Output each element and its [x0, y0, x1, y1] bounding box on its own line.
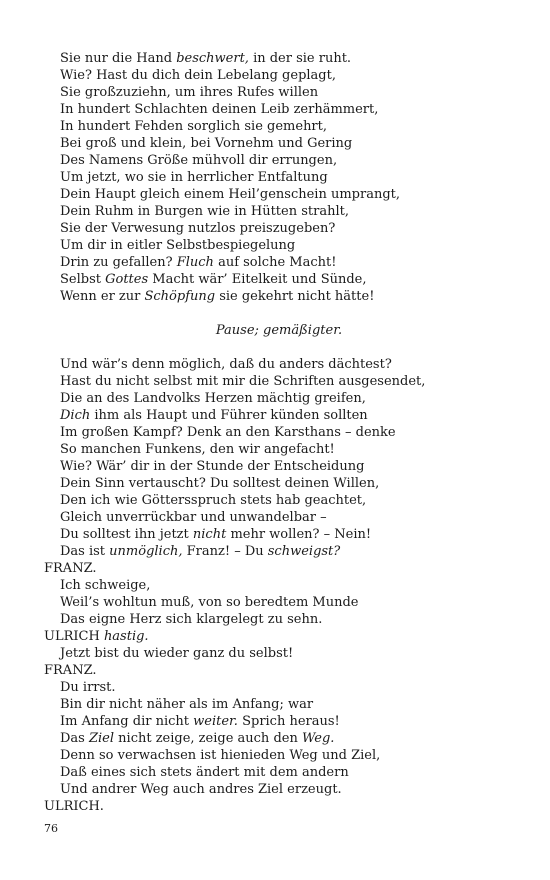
emphasis-text: Pause; gemäßigter. [215, 323, 343, 338]
line-text: Selbst [60, 272, 106, 287]
verse-line [44, 696, 514, 713]
verse-text-block [44, 50, 514, 815]
line-text: Denn so verwachsen ist hienieden Weg und Ziel, [60, 748, 381, 763]
line-text: Im Anfang dir nicht [60, 714, 194, 729]
verse-line [44, 645, 514, 662]
line-text: Wie? Wär’ dir in der Stunde der Entscheidung [60, 459, 365, 474]
verse-line [44, 458, 514, 475]
line-text: Bin dir nicht näher als im Anfang; war [60, 697, 314, 712]
line-text: Sie nur die Hand [60, 51, 177, 66]
verse-line [44, 747, 514, 764]
page-number: 76 [44, 822, 58, 835]
emphasis-text: Gottes [105, 272, 149, 287]
line-text: Um jetzt, wo sie in herrlicher Entfaltung [60, 170, 328, 185]
line-text: Jetzt bist du wieder ganz du selbst! [60, 646, 294, 661]
line-text: sie gekehrt nicht hätte! [215, 289, 375, 304]
verse-line [44, 781, 514, 798]
verse-line [44, 543, 514, 560]
verse-line [44, 220, 514, 237]
line-text: Bei groß und klein, bei Vornehm und Gering [60, 136, 353, 151]
verse-line [44, 50, 514, 67]
speaker-name [44, 560, 514, 577]
verse-line [44, 186, 514, 203]
line-text: Wenn er zur [60, 289, 145, 304]
verse-line [44, 492, 514, 509]
line-text: in der sie ruht. [248, 51, 352, 66]
line-text: mehr wollen? – Nein! [226, 527, 372, 542]
line-text: Das ist [60, 544, 110, 559]
emphasis-text: Schöpfung [144, 289, 216, 304]
verse-line [44, 713, 514, 730]
line-text: Ich schweige, [60, 578, 151, 593]
line-text: Dein Ruhm in Burgen wie in Hütten strahlt, [60, 204, 349, 219]
line-text: Gleich unverrückbar und unwandelbar – [60, 510, 327, 525]
line-text: ihm als Haupt und Führer künden sollten [90, 408, 368, 423]
line-text: FRANZ. [44, 663, 97, 678]
verse-line [44, 254, 514, 271]
verse-line [44, 356, 514, 373]
verse-line [44, 203, 514, 220]
verse-line [44, 526, 514, 543]
verse-line [44, 594, 514, 611]
line-text: ULRICH [44, 629, 104, 644]
line-text: Du solltest ihn jetzt [60, 527, 193, 542]
verse-line [44, 475, 514, 492]
emphasis-text: Dich [60, 408, 91, 423]
line-text: Und andrer Weg auch andres Ziel erzeugt. [60, 782, 342, 797]
line-text: Du irrst. [60, 680, 116, 695]
line-text: Daß eines sich stets ändert mit dem andern [60, 765, 349, 780]
verse-line [44, 67, 514, 84]
emphasis-text: hastig. [103, 629, 149, 644]
verse-line [44, 424, 514, 441]
verse-line [44, 169, 514, 186]
verse-line [44, 611, 514, 628]
line-text: Das [60, 731, 89, 746]
line-text: FRANZ. [44, 561, 97, 576]
line-text: Macht wär’ Eitelkeit und Sünde, [148, 272, 367, 287]
speaker-name [44, 628, 514, 645]
emphasis-text: weiter. [193, 714, 238, 729]
verse-line [44, 288, 514, 305]
verse-line [44, 764, 514, 781]
line-text: Sie der Verwesung nutzlos preiszugeben? [60, 221, 336, 236]
verse-line [44, 152, 514, 169]
speaker-name [44, 798, 514, 815]
stage-direction [44, 322, 514, 339]
emphasis-text: Fluch [176, 255, 214, 270]
verse-line [44, 730, 514, 747]
line-text: Weil’s wohltun muß, von so beredtem Munde [60, 595, 359, 610]
line-text: In hundert Schlachten deinen Leib zerhämmert, [60, 102, 379, 117]
emphasis-text: beschwert, [176, 51, 249, 66]
line-text: Sprich heraus! [237, 714, 340, 729]
verse-line [44, 441, 514, 458]
verse-line [44, 679, 514, 696]
verse-line [44, 237, 514, 254]
line-text: Sie großzuziehn, um ihres Rufes willen [60, 85, 319, 100]
line-text: nicht zeige, zeige auch den [114, 731, 302, 746]
line-text: Franz! – Du [182, 544, 268, 559]
line-text: Im großen Kampf? Denk an den Karsthans – denke [60, 425, 396, 440]
line-text: So manchen Funkens, den wir angefacht! [60, 442, 335, 457]
line-text: Des Namens Größe mühvoll dir errungen, [60, 153, 338, 168]
line-text: Dein Sinn vertauscht? Du solltest deinen Willen, [60, 476, 380, 491]
line-text: Hast du nicht selbst mit mir die Schriften ausgesendet, [60, 374, 426, 389]
emphasis-text: schweigst? [267, 544, 341, 559]
verse-line [44, 118, 514, 135]
verse-line [44, 135, 514, 152]
verse-line [44, 373, 514, 390]
emphasis-text: Weg. [301, 731, 335, 746]
line-text: ULRICH. [44, 799, 104, 814]
line-text: Und wär’s denn möglich, daß du anders dächtest? [60, 357, 392, 372]
stanza-gap [44, 339, 514, 356]
line-text: Drin zu gefallen? [60, 255, 177, 270]
line-text: Die an des Landvolks Herzen mächtig greifen, [60, 391, 366, 406]
line-text: Den ich wie Göttersspruch stets hab geachtet, [60, 493, 367, 508]
line-text: Wie? Hast du dich dein Lebelang geplagt, [60, 68, 336, 83]
line-text: Dein Haupt gleich einem Heil’genschein umprangt, [60, 187, 400, 202]
emphasis-text: nicht [192, 527, 227, 542]
verse-line [44, 101, 514, 118]
emphasis-text: Ziel [88, 731, 115, 746]
line-text: auf solche Macht! [213, 255, 337, 270]
verse-line [44, 84, 514, 101]
line-text: Um dir in eitler Selbstbespiegelung [60, 238, 296, 253]
verse-line [44, 390, 514, 407]
speaker-name [44, 662, 514, 679]
verse-line [44, 407, 514, 424]
line-text: In hundert Fehden sorglich sie gemehrt, [60, 119, 328, 134]
verse-line [44, 577, 514, 594]
verse-line [44, 271, 514, 288]
line-text: Das eigne Herz sich klargelegt zu sehn. [60, 612, 323, 627]
emphasis-text: unmöglich, [109, 544, 183, 559]
verse-line [44, 509, 514, 526]
stanza-gap [44, 305, 514, 322]
